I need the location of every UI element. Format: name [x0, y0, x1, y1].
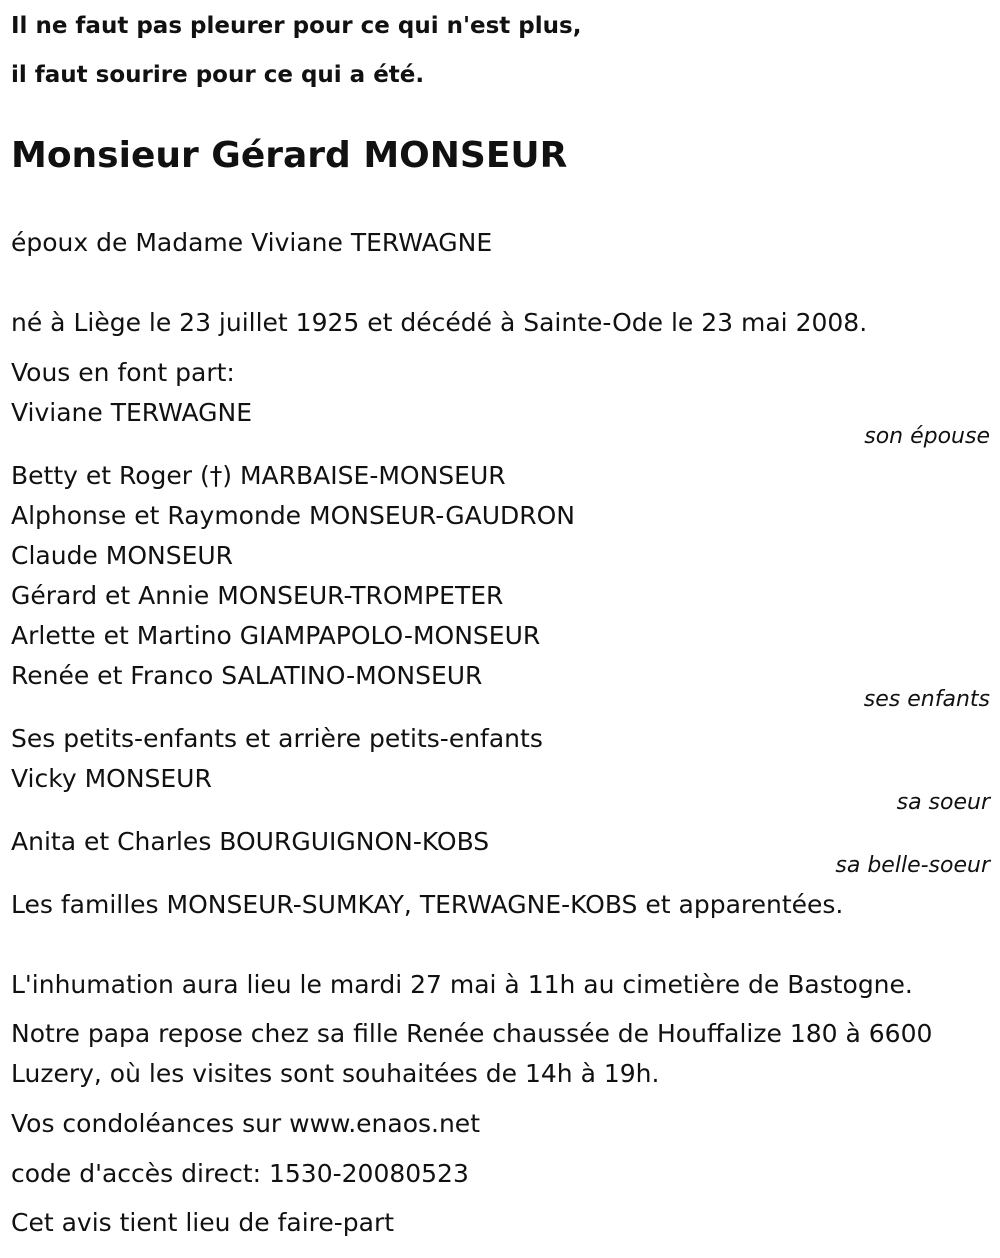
- child-entry: Gérard et Annie MONSEUR-TROMPETER: [11, 581, 504, 610]
- condolences-line: Vos condoléances sur www.enaos.net: [11, 1109, 480, 1138]
- sister-name: Vicky MONSEUR: [11, 764, 212, 793]
- rest-line-2: Luzery, où les visites sont souhaitées de 14h à 19h.: [11, 1059, 660, 1088]
- sister-relation: sa soeur: [896, 790, 990, 815]
- notice-line: Cet avis tient lieu de faire-part: [11, 1208, 395, 1237]
- child-entry: Alphonse et Raymonde MONSEUR-GAUDRON: [11, 501, 575, 530]
- announcement-intro: Vous en font part:: [11, 358, 235, 387]
- child-entry: Arlette et Martino GIAMPAPOLO-MONSEUR: [11, 621, 541, 650]
- rest-line-1: Notre papa repose chez sa fille Renée chaussée de Houffalize 180 à 6600: [11, 1019, 933, 1048]
- sister-in-law-relation: sa belle-soeur: [835, 853, 990, 878]
- child-entry: Renée et Franco SALATINO-MONSEUR: [11, 661, 483, 690]
- child-entry: Claude MONSEUR: [11, 541, 234, 570]
- children-relation: ses enfants: [863, 687, 990, 712]
- quote-line-1: Il ne faut pas pleurer pour ce qui n'est plus,: [11, 13, 582, 39]
- families-line: Les familles MONSEUR-SUMKAY, TERWAGNE-KOBS et apparentées.: [11, 890, 844, 919]
- burial-line: L'inhumation aura lieu le mardi 27 mai à 11h au cimetière de Bastogne.: [11, 970, 913, 999]
- spouse-name: Viviane TERWAGNE: [11, 398, 253, 427]
- access-code-line: code d'accès direct: 1530-20080523: [11, 1159, 469, 1188]
- quote-line-2: il faut sourire pour ce qui a été.: [11, 62, 425, 88]
- spouse-relation: son épouse: [864, 424, 990, 449]
- sister-in-law-name: Anita et Charles BOURGUIGNON-KOBS: [11, 827, 490, 856]
- spouse-line: époux de Madame Viviane TERWAGNE: [11, 228, 493, 257]
- birth-death-line: né à Liège le 23 juillet 1925 et décédé à Sainte-Ode le 23 mai 2008.: [11, 308, 868, 337]
- deceased-name: Monsieur Gérard MONSEUR: [11, 135, 568, 176]
- grandchildren-line: Ses petits-enfants et arrière petits-enfants: [11, 724, 543, 753]
- child-entry: Betty et Roger (†) MARBAISE-MONSEUR: [11, 461, 506, 490]
